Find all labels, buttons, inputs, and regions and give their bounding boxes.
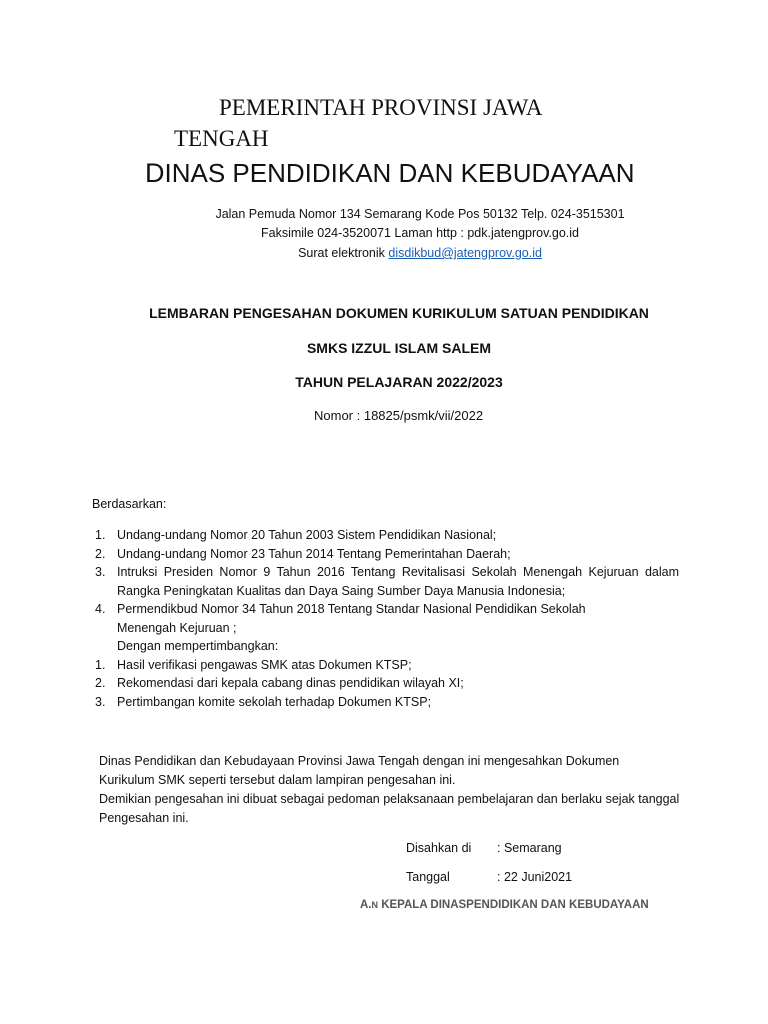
- place-value: : Semarang: [497, 841, 562, 855]
- address-line2: Faksimile 024-3520071 Laman http : pdk.jatengprov.go.id: [260, 226, 580, 240]
- address-line1: Jalan Pemuda Nomor 134 Semarang Kode Pos 50132 Telp. 024-3515301: [215, 207, 625, 221]
- list-item: [95, 526, 679, 545]
- list-number: 3.: [95, 565, 106, 579]
- signatory-title: [360, 899, 649, 911]
- list-text: Undang-undang Nomor 23 Tahun 2014 Tentang Pemerintahan Daerah;: [117, 546, 511, 561]
- list-number: 1.: [95, 657, 106, 672]
- place-label: Disahkan di: [406, 841, 472, 855]
- list-text: Intruksi Presiden Nomor 9 Tahun 2016 Tentang Revitalisasi Sekolah Menengah Kejuruan dalam: [117, 565, 679, 579]
- list-item: [95, 545, 679, 564]
- document-number: Nomor : 18825/psmk/vii/2022: [314, 408, 484, 423]
- government-name-line2: TENGAH: [174, 126, 269, 151]
- closing-paragraph: [99, 752, 689, 828]
- date-label: Tanggal: [406, 870, 450, 884]
- list-number: 4.: [95, 602, 106, 616]
- email-line: [0, 246, 768, 260]
- school-name: SMKS IZZUL ISLAM SALEM: [306, 340, 492, 356]
- list-text-continuation: Menengah Kejuruan ;: [117, 620, 237, 635]
- list-item: [95, 600, 679, 619]
- email-label: Surat elektronik: [298, 246, 389, 260]
- title-line1: LEMBARAN PENGESAHAN DOKUMEN KURIKULUM SATUAN PENDIDIKAN: [149, 305, 649, 321]
- agency-name: [145, 158, 635, 189]
- closing-line: Kurikulum SMK seperti tersebut dalam lampiran pengesahan ini.: [99, 773, 456, 787]
- signatory-rest: KEPALA DINASPENDIDIKAN DAN KEBUDAYAAN: [378, 899, 649, 911]
- agency-name-rest: INAS PENDIDIKAN DAN KEBUDAYAAN: [164, 158, 635, 188]
- list-number: 2.: [95, 676, 106, 690]
- list-text: Permendikbud Nomor 34 Tahun 2018 Tentang Standar Nasional Pendidikan Sekolah: [117, 602, 586, 616]
- considering-label: Dengan mempertimbangkan:: [117, 639, 279, 653]
- list-item: [95, 674, 679, 693]
- signatory-an-small: N: [371, 900, 378, 910]
- closing-line: Dinas Pendidikan dan Kebudayaan Provinsi Jawa Tengah dengan ini mengesahkan Dokumen: [99, 754, 620, 768]
- signatory-an: A.: [360, 899, 372, 911]
- list-number: 1.: [95, 528, 106, 542]
- list-item: [95, 563, 679, 582]
- academic-year: TAHUN PELAJARAN 2022/2023: [295, 374, 503, 390]
- agency-name-initial: D: [145, 158, 165, 188]
- basis-label: Berdasarkan:: [92, 497, 167, 511]
- email-link[interactable]: disdikbud@jatengprov.go.id: [388, 246, 542, 260]
- government-name-line1: PEMERINTAH PROVINSI JAWA: [219, 95, 543, 120]
- list-number: 3.: [95, 694, 106, 709]
- list-text: Rekomendasi dari kepala cabang dinas pendidikan wilayah XI;: [117, 676, 464, 690]
- basis-list: [95, 526, 679, 711]
- list-item: [95, 693, 679, 712]
- closing-line: Demikian pengesahan ini dibuat sebagai pedoman pelaksanaan pembelajaran dan berlaku sejak tanggal: [99, 792, 680, 806]
- closing-line: Pengesahan ini.: [99, 811, 189, 825]
- list-text: Hasil verifikasi pengawas SMK atas Dokumen KTSP;: [117, 657, 412, 672]
- list-number: 2.: [95, 546, 106, 561]
- list-text-continuation: Rangka Peningkatan Kualitas dan Daya Saing Sumber Daya Manusia Indonesia;: [117, 583, 566, 598]
- list-item: [95, 656, 679, 675]
- list-text: Pertimbangan komite sekolah terhadap Dokumen KTSP;: [117, 694, 432, 709]
- list-text: Undang-undang Nomor 20 Tahun 2003 Sistem Pendidikan Nasional;: [117, 528, 497, 542]
- date-value: : 22 Juni2021: [497, 870, 573, 884]
